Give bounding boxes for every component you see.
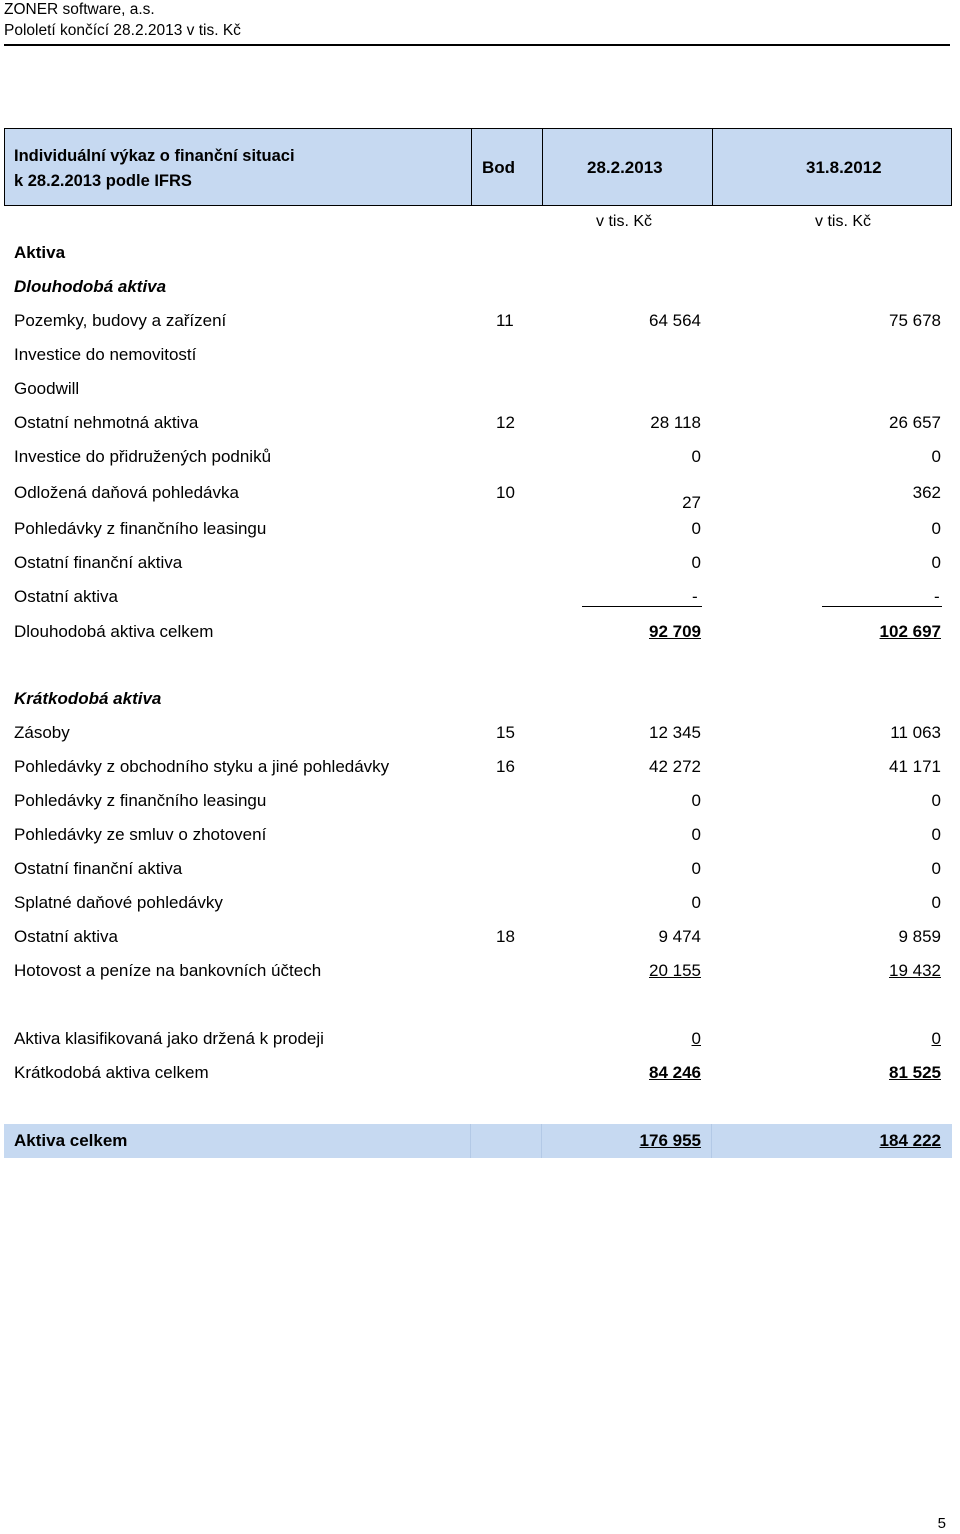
row-value-col1: 20 155: [649, 961, 701, 980]
section-title-assets: Aktiva: [14, 243, 66, 262]
column-header-date1: 28.2.2013: [587, 158, 663, 177]
row-label: Ostatní aktiva: [14, 927, 118, 946]
row-value-col1: 0: [691, 825, 701, 844]
row-value-col1: 0: [691, 791, 701, 810]
row-value-col2: -: [934, 587, 940, 606]
row-value-col2: 362: [912, 483, 941, 502]
held-for-sale-value-col2: 0: [931, 1029, 941, 1048]
row-label: Pohledávky z obchodního styku a jiné pohledávky: [14, 757, 390, 776]
row-value-col2: 9 859: [898, 927, 941, 946]
row-label: Pohledávky ze smluv o zhotovení: [14, 825, 267, 844]
row-label: Pozemky, budovy a zařízení: [14, 311, 227, 330]
header-rule: [4, 44, 950, 46]
row-label: Investice do přidružených podniků: [14, 447, 272, 466]
column-divider: [470, 1124, 471, 1158]
held-for-sale-label: Aktiva klasifikovaná jako držená k prodeji: [14, 1029, 324, 1048]
row-label: Ostatní aktiva: [14, 587, 118, 606]
table-header: [4, 128, 952, 206]
row-label: Ostatní finanční aktiva: [14, 859, 183, 878]
column-divider: [711, 1124, 712, 1158]
subtotal-label: Krátkodobá aktiva celkem: [14, 1063, 209, 1082]
row-label: Odložená daňová pohledávka: [14, 483, 239, 502]
row-value-col1: 27: [682, 493, 701, 512]
row-value-col2: 0: [931, 553, 941, 572]
row-value-col1: 0: [691, 859, 701, 878]
subsection-title-long-term: Dlouhodobá aktiva: [14, 277, 167, 296]
row-label: Investice do nemovitostí: [14, 345, 197, 364]
row-label: Ostatní finanční aktiva: [14, 553, 183, 572]
grand-total-label: Aktiva celkem: [14, 1131, 128, 1150]
column-header-date2: 31.8.2012: [806, 158, 882, 177]
row-label: Pohledávky z finančního leasingu: [14, 519, 267, 538]
row-value-col2: 41 171: [889, 757, 941, 776]
row-value-col1: 0: [691, 893, 701, 912]
row-value-col1: 0: [691, 447, 701, 466]
report-period: Pololetí končící 28.2.2013 v tis. Kč: [4, 22, 241, 39]
row-value-col1: 42 272: [649, 757, 701, 776]
subtotal-label: Dlouhodobá aktiva celkem: [14, 622, 214, 641]
row-value-col2: 0: [931, 519, 941, 538]
subtotal-value-col2: 81 525: [889, 1063, 941, 1082]
statement-title-line1: Individuální výkaz o finanční situaci: [14, 147, 295, 165]
subtotal-value-col2: 102 697: [879, 622, 941, 641]
row-value-col2: 11 063: [890, 723, 941, 742]
row-value-col2: 0: [931, 825, 941, 844]
row-value-col1: 9 474: [658, 927, 701, 946]
column-divider: [541, 1124, 542, 1158]
column-divider: [471, 129, 472, 205]
held-for-sale-value-col1: 0: [691, 1029, 701, 1048]
row-label: Zásoby: [14, 723, 70, 742]
subsection-title-short-term: Krátkodobá aktiva: [14, 689, 162, 708]
column-divider: [542, 129, 543, 205]
row-value-col1: -: [692, 587, 698, 606]
row-value-col2: 0: [931, 447, 941, 466]
row-value-col2: 0: [931, 859, 941, 878]
row-label: Ostatní nehmotná aktiva: [14, 413, 199, 432]
subtotal-value-col1: 84 246: [649, 1063, 701, 1082]
row-value-col2: 19 432: [889, 961, 941, 980]
row-value-col1: 12 345: [649, 723, 701, 742]
subtotal-value-col1: 92 709: [649, 622, 701, 641]
grand-total-value-col1: 176 955: [639, 1131, 701, 1150]
grand-total-value-col2: 184 222: [879, 1131, 941, 1150]
row-value-col1: 0: [691, 553, 701, 572]
row-note: 18: [496, 927, 515, 946]
row-value-col1: 0: [691, 519, 701, 538]
row-value-col2: 0: [931, 893, 941, 912]
column-divider: [712, 129, 713, 205]
row-label: Pohledávky z finančního leasingu: [14, 791, 267, 810]
row-note: 11: [496, 311, 514, 330]
unit-label-col2: v tis. Kč: [815, 213, 872, 230]
subtotal-rule-col1: [582, 606, 702, 607]
row-value-col1: 28 118: [650, 413, 701, 432]
company-name: ZONER software, a.s.: [4, 1, 155, 18]
grand-total-row: [4, 1124, 952, 1158]
subtotal-rule-col2: [822, 606, 942, 607]
row-label: Splatné daňové pohledávky: [14, 893, 223, 912]
column-header-note: Bod: [482, 158, 516, 177]
row-value-col2: 0: [931, 791, 941, 810]
page-number: 5: [937, 1515, 946, 1532]
statement-title-line2: k 28.2.2013 podle IFRS: [14, 172, 192, 190]
row-note: 15: [496, 723, 515, 742]
row-note: 12: [496, 413, 515, 432]
unit-label-col1: v tis. Kč: [596, 213, 653, 230]
row-note: 10: [496, 483, 515, 502]
row-label: Goodwill: [14, 379, 80, 398]
row-value-col2: 26 657: [889, 413, 941, 432]
row-value-col2: 75 678: [889, 311, 941, 330]
row-note: 16: [496, 757, 515, 776]
row-label: Hotovost a peníze na bankovních účtech: [14, 961, 322, 980]
row-value-col1: 64 564: [649, 311, 701, 330]
